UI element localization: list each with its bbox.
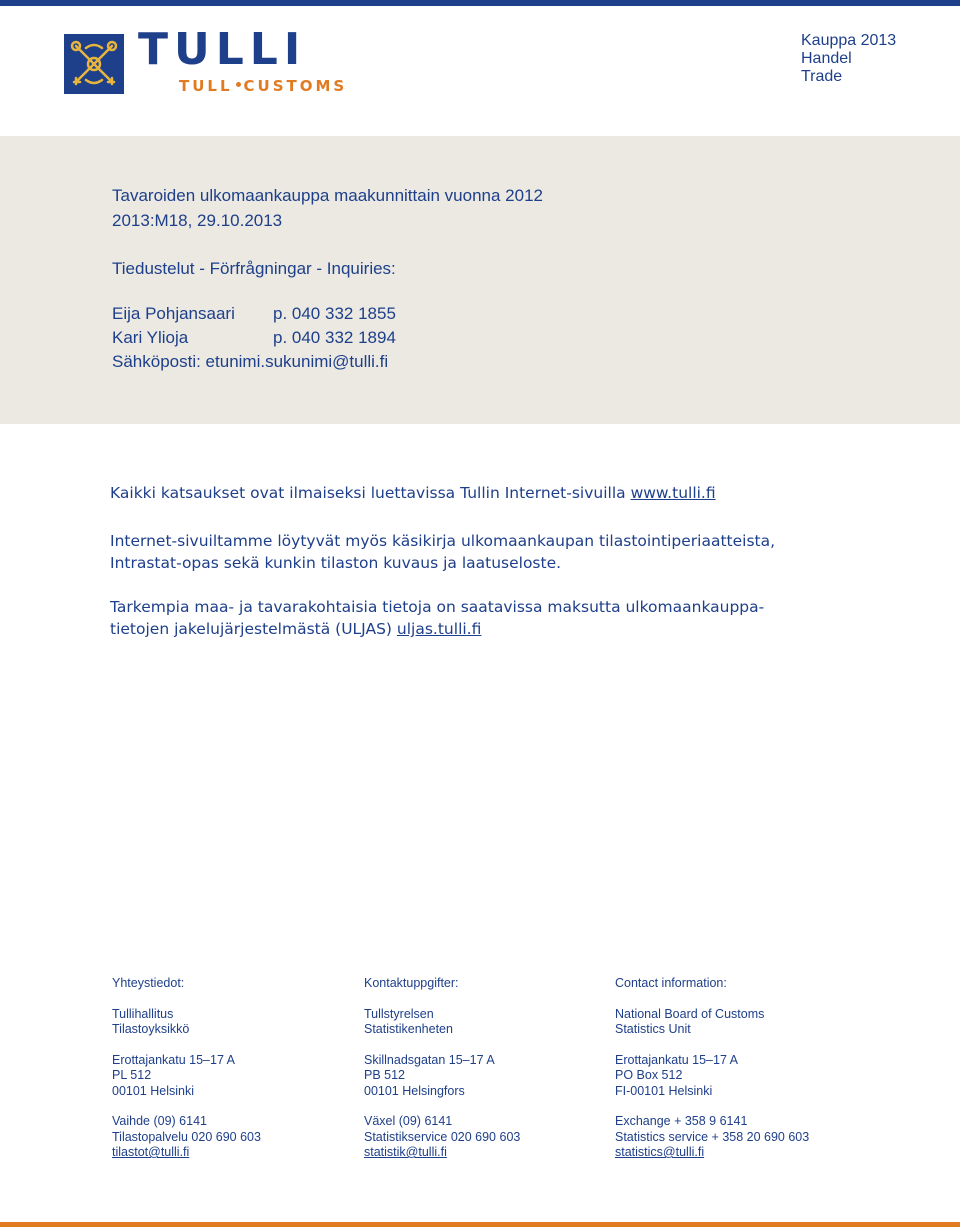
footer-org-line: Tilastoyksikkö bbox=[112, 1022, 190, 1036]
footer-email-link[interactable]: tilastot@tulli.fi bbox=[112, 1145, 190, 1159]
footer-phone-line: Exchange + 358 9 6141 bbox=[615, 1114, 748, 1128]
footer-address bbox=[615, 1053, 809, 1100]
contact-phone: p. 040 332 1855 bbox=[273, 304, 396, 323]
footer-address-line: PO Box 512 bbox=[615, 1068, 683, 1082]
footer-column-en bbox=[615, 976, 809, 1161]
contact-row bbox=[112, 328, 396, 348]
tulli-logo bbox=[64, 24, 384, 98]
footer-phone-line: Växel (09) 6141 bbox=[364, 1114, 453, 1128]
footer-org-line: Statistikenheten bbox=[364, 1022, 453, 1036]
info-band bbox=[0, 136, 960, 424]
footer-column-fi bbox=[112, 976, 261, 1161]
footer-address-line: Erottajankatu 15–17 A bbox=[112, 1052, 236, 1067]
crossed-keys-emblem-icon bbox=[64, 34, 124, 94]
contact-name: Eija Pohjansaari bbox=[112, 304, 235, 323]
footer-phone-line: Statistics service + 358 20 690 603 bbox=[615, 1129, 810, 1144]
paragraph-handbook bbox=[110, 530, 775, 574]
footer-org-line: Tullstyrelsen bbox=[364, 1006, 434, 1021]
footer-address bbox=[364, 1053, 520, 1100]
paragraph-uljas bbox=[110, 596, 764, 640]
footer-address-line: PB 512 bbox=[364, 1068, 406, 1082]
footer-heading: Yhteystiedot: bbox=[112, 976, 185, 990]
footer-address-line: 00101 Helsinki bbox=[112, 1083, 194, 1098]
series-line-en: Trade bbox=[801, 68, 843, 85]
logo-subtitle bbox=[179, 79, 347, 94]
logo-sub-left: TULL bbox=[179, 77, 233, 95]
footer-heading: Contact information: bbox=[615, 976, 727, 990]
footer-column-sv bbox=[364, 976, 520, 1161]
paragraph-reviews bbox=[110, 482, 716, 504]
logo-dot-icon bbox=[236, 82, 241, 87]
footer-org-line: Tullihallitus bbox=[112, 1006, 174, 1021]
footer-org-line: Statistics Unit bbox=[615, 1022, 691, 1036]
footer-address bbox=[112, 1053, 261, 1100]
uljas-line-1: Tarkempia maa- ja tavarakohtaisia tietoja on saatavissa maksutta ulkomaankauppa- bbox=[110, 598, 765, 616]
footer-phone-line: Vaihde (09) 6141 bbox=[112, 1114, 207, 1128]
handbook-line-1: Internet-sivuiltamme löytyvät myös käsikirja ulkomaankaupan tilastointiperiaatteista, bbox=[110, 532, 776, 550]
bottom-rule bbox=[0, 1222, 960, 1227]
footer-address-line: Erottajankatu 15–17 A bbox=[615, 1052, 739, 1067]
footer-phones bbox=[112, 1114, 261, 1161]
footer-address-line: 00101 Helsingfors bbox=[364, 1083, 465, 1098]
footer-address-line: FI-00101 Helsinki bbox=[615, 1083, 713, 1098]
contact-email: Sähköposti: etunimi.sukunimi@tulli.fi bbox=[112, 352, 389, 371]
tulli-website-link[interactable]: www.tulli.fi bbox=[630, 484, 716, 502]
footer-email-link[interactable]: statistics@tulli.fi bbox=[615, 1145, 705, 1159]
publication-series bbox=[801, 32, 896, 86]
uljas-line-2 bbox=[110, 618, 764, 640]
footer-phones bbox=[615, 1114, 809, 1161]
footer-phones bbox=[364, 1114, 520, 1161]
logo-wordmark: TULLI bbox=[138, 24, 307, 75]
footer-phone-line: Tilastopalvelu 020 690 603 bbox=[112, 1129, 261, 1144]
release-info: 2013:M18, 29.10.2013 bbox=[112, 211, 283, 230]
footer-org bbox=[364, 1007, 520, 1038]
footer-heading: Kontaktuppgifter: bbox=[364, 976, 459, 990]
uljas-link[interactable]: uljas.tulli.fi bbox=[396, 620, 482, 638]
report-title: Tavaroiden ulkomaankauppa maakunnittain vuonna 2012 bbox=[112, 186, 543, 205]
contact-row bbox=[112, 304, 396, 324]
handbook-line-2: Intrastat-opas sekä kunkin tilaston kuvaus ja laatuseloste. bbox=[110, 554, 562, 572]
footer-org-line: National Board of Customs bbox=[615, 1006, 765, 1021]
series-line-fi: Kauppa 2013 bbox=[801, 32, 897, 49]
inquiries-label: Tiedustelut - Förfrågningar - Inquiries: bbox=[112, 259, 396, 278]
logo-sub-right: CUSTOMS bbox=[243, 77, 348, 95]
footer-phone-line: Statistikservice 020 690 603 bbox=[364, 1129, 521, 1144]
footer-org bbox=[615, 1007, 809, 1038]
reviews-text: Kaikki katsaukset ovat ilmaiseksi luettavissa Tullin Internet-sivuilla bbox=[110, 484, 626, 502]
uljas-text: tietojen jakelujärjestelmästä (ULJAS) bbox=[110, 620, 392, 638]
top-rule bbox=[0, 0, 960, 6]
contact-name: Kari Ylioja bbox=[112, 328, 189, 347]
contact-phone: p. 040 332 1894 bbox=[273, 328, 396, 347]
series-line-sv: Handel bbox=[801, 50, 852, 67]
footer-org bbox=[112, 1007, 261, 1038]
footer-address-line: Skillnadsgatan 15–17 A bbox=[364, 1052, 495, 1067]
footer-email-link[interactable]: statistik@tulli.fi bbox=[364, 1145, 447, 1159]
footer-address-line: PL 512 bbox=[112, 1068, 152, 1082]
